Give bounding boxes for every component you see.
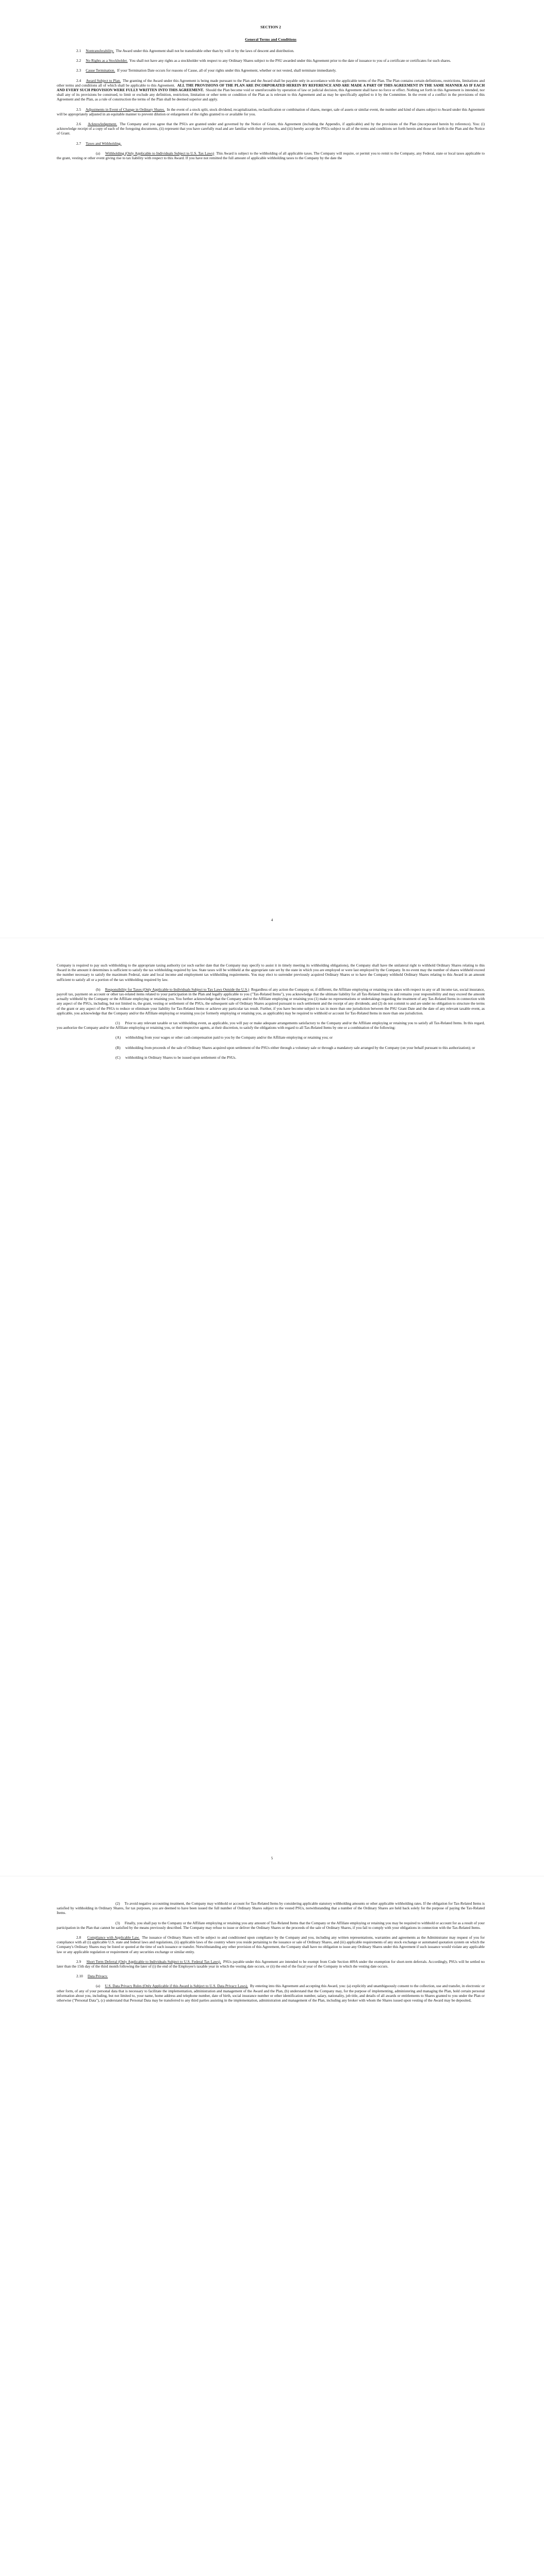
para-2-2: 2.2 No Rights as a Stockholder. You shall not have any rights as a stockholder with respect to any Ordinary Shares subject to the PSU awarded under this Agreement prior to the date of issuance to you of a certificate or certificates for such shares. xyxy=(76,58,451,63)
page-6 xyxy=(0,1876,544,2576)
para-2-6: 2.6 Acknowledgement. The Company and you agree that the PSUs are granted under and governed by the Notice of Grant, this Agreement (including the Appendix, if applicable) and by the provisions of the Plan (incorporated herein by reference). You: (i) acknowledge receipt of a copy of each of the foregoing documents, (ii) represent that you have carefully read and are familiar with their provisions, and (iii) hereby accept the PSUs subject to all of the terms and conditions set forth herein and those set forth in the Plan and the Notice of Grant. xyxy=(57,122,485,136)
page-5 xyxy=(0,938,544,1876)
para-2-7-b-1: (1) Prior to any relevant taxable or tax withholding event, as applicable, you will pay or make adequate arrangements satisfactory to the Company and/or the Affiliate employing or retaining you to satisfy all Tax-Related Items. In this regard, you authorize the Company and/or the Affiliate employing or retaining you, or their respective agents, at their discretion, to satisfy the obligations with regard to all Tax-Related Items by one or a combination of the following: xyxy=(57,1021,485,1030)
para-continued: Company is required to pay such withholding to the appropriate taxing authority (or such earlier date that the Company may specify to assist it in timely meeting its withholding obligations), the Company shall have the unilateral right to withhold Ordinary Shares relating to this Award in the amount it determines is sufficient to satisfy the tax withholding required by law. State taxes will be withheld at the appropriate rate set by the state in which you are employed or were last employed by the Company. In no event may the number of shares withheld exceed the number necessary to satisfy the maximum Federal, state and local income and employment tax withholding requirements. You may elect to surrender previously acquired Ordinary Shares or to have the Company withhold Ordinary Shares relating to this Award in an amount sufficient to satisfy all or a portion of the tax withholding required by law. xyxy=(57,963,485,982)
para-2-1: 2.1 Nontransferability. The Award under this Agreement shall not be transferable other than by will or by the laws of descent and distribution. xyxy=(76,48,294,53)
section-heading: General Terms and Conditions xyxy=(245,37,296,42)
para-2-7: 2.7 Taxes and Withholding. xyxy=(76,141,122,146)
page-content xyxy=(57,963,485,1065)
para-2-4: 2.4 Award Subject to Plan. The granting of the Award under this Agreement is being made pursuant to the Plan and the Award shall be payable only in accordance with the applicable terms of the Plan. The Plan contains certain definitions, restrictions, limitations and other terms and conditions all of which shall be applicable to this Agreement. ALL THE PROVISIONS OF THE PLAN ARE INCORPORATED HEREIN BY REFERENCE AND ARE MADE A PART OF THIS AGREEMENT IN THE SAME MANNER AS IF EACH AND EVERY SUCH PROVISION WERE FULLY WRITTEN INTO THIS AGREEMENT. Should the Plan become void or unenforceable by operation of law or judicial decision, this Agreement shall have no force or effect. Nothing set forth in this Agreement is intended, nor shall any of its provisions be construed, to limit or exclude any definition, restriction, limitation or other term or condition of the Plan as is relevant to this Agreement and as may be specifically applied to it by the Committee. In the event of a conflict in the provisions of this Agreement and the Plan, as a rule of construction the terms of the Plan shall be deemed superior and apply. xyxy=(57,78,485,102)
page-content xyxy=(57,25,485,165)
para-2-8: 2.8 Compliance with Applicable Law. The issuance of Ordinary Shares will be subject to and conditioned upon compliance by the Company and you, including any written representations, warranties and agreements as the Administrator may request of you for compliance with all (i) applicable U.S. state and federal laws and regulations, (ii) applicable laws of the country where you reside pertaining to the issuance or sale of Ordinary Shares, and (iii) applicable requirements of any stock exchange or automated quotation system on which the Company's Ordinary Shares may be listed or quoted at the time of such issuance or transfer. Notwithstanding any other provision of this Agreement, the Company shall have no obligation to issue any Ordinary Shares under this Agreement if such issuance would violate any applicable law or any applicable regulation or requirement of any securities exchange or similar entity. xyxy=(57,1935,485,1954)
para-2-10: 2.10 Data Privacy. xyxy=(76,1974,108,1979)
para-2-7-b-2: (2) To avoid negative accounting treatment, the Company may withhold or account for Tax-Related Items by considering applicable statutory withholding amounts or other applicable withholding rates. If the obligation for Tax-Related Items is satisfied by withholding in Ordinary Shares, for tax purposes, you are deemed to have been issued the full number of Ordinary Shares subject to the vested PSUs, notwithstanding that a number of the Ordinary Shares are held back solely for the purpose of paying the Tax-Related Items. xyxy=(57,1901,485,1916)
para-2-7-b-1-c: (C) withholding in Ordinary Shares to be issued upon settlement of the PSUs. xyxy=(116,1055,237,1060)
para-2-3: 2.3 Cause Termination. If your Termination Date occurs for reasons of Cause, all of your rights under this Agreement, whether or not vested, shall terminate immediately. xyxy=(76,68,337,73)
page-number: 5 xyxy=(271,1855,273,1860)
page-4 xyxy=(0,0,544,938)
para-2-9: 2.9 Short Term Deferral (Only Applicable to Individuals Subject to U.S. Federal Tax Laws). PSUs payable under this Agreement are intended to be exempt from Code Section 409A under the exemption for short-term deferrals. Accordingly, PSUs will be settled no later than the 15th day of the third month following the later of (i) the end of the Employee's taxable year in which the vesting date occurs, or (ii) the end of the fiscal year of the Company in which the vesting date occurs. xyxy=(57,1959,485,1969)
page-number: 4 xyxy=(271,917,273,922)
para-2-5: 2.5 Adjustments in Event of Change in Ordinary Shares. In the event of a stock split, stock dividend, recapitalization, reclassification or combination of shares, merger, sale of assets or similar event, the number and kind of shares subject to Award under this Agreement will be appropriately adjusted in an equitable manner to prevent dilution or enlargement of the rights granted to or available for you. xyxy=(57,107,485,116)
para-2-7-a: (a) Withholding (Only Applicable to Individuals Subject to U.S. Tax Laws) This Award is subject to the withholding of all applicable taxes. The Company will require, or permit you to remit to the Company, any Federal, state or local taxes applicable to the grant, vesting or other event giving rise to tax liability with respect to this Award. If you have not remitted the full amount of applicable withholding taxes to the Company by the date the xyxy=(57,150,485,161)
para-2-10-a: (a) U.S. Data Privacy Rules (Only Applicable if this Award is Subject to U.S. Data Privacy Laws). By entering into this Agreement and accepting this Award, you: (a) explicitly and unambiguously consent to the collection, use and transfer, in electronic or other form, of any of your personal data that is necessary to facilitate the implementation, administration and management of the Award and the Plan, (b) understand that the Company may, for the purpose of implementing, administering and managing the Plan, hold certain personal information about you, including, but not limited to, your name, home address and telephone number, date of birth, social insurance number or other identification number, salary, nationality, job title, and details of all awards or entitlements to Shares granted to you under the Plan or otherwise ("Personal Data"), (c) understand that Personal Data may be transferred to any third parties assisting in the implementation, administration and management of the Plan, including any broker with whom the Shares issued upon vesting of the Award may be deposited, xyxy=(57,1984,485,2003)
para-2-7-b-1-a: (A) withholding from your wages or other cash compensation paid to you by the Company and/or the Affiliate employing or retaining you; or xyxy=(116,1035,333,1040)
section-title: SECTION 2 xyxy=(260,25,281,29)
para-2-7-b-1-b: (B) withholding from proceeds of the sale of Ordinary Shares acquired upon settlement of the PSUs either through a voluntary sale or through a mandatory sale arranged by the Company (on your behalf pursuant to this authorization); or xyxy=(116,1045,475,1050)
para-2-7-b: (b) Responsibility for Taxes (Only Applicable to Individuals Subject to Tax Laws Outside the U.S.) Regardless of any action the Company or, if different, the Affiliate employing or retaining you takes with respect to any or all income tax, social insurance, payroll tax, payment on account or other tax-related items related to your participation in the Plan and legally applicable to you ("Tax-Related Items"), you acknowledge that the ultimate liability for all Tax-Related Items is and remains your responsibility and may exceed the amount actually withheld by the Company or the Affiliate employing or retaining you. You further acknowledge that the Company and/or the Affiliate employing or retaining you (1) make no representations or undertakings regarding the treatment of any Tax-Related Items in connection with any aspect of the PSUs, including, but not limited to, the grant, vesting or settlement of the PSUs, the subsequent sale of Ordinary Shares acquired pursuant to such settlement and the receipt of any dividends; and (2) do not commit to and are under no obligation to structure the terms of the grant or any aspect of the PSUs to reduce or eliminate your liability for Tax-Related Items or achieve any particular tax result. Further, if you have become subject to tax in more than one jurisdiction between the PSU Grant Date and the date of any relevant taxable event, as applicable, you acknowledge that the Company and/or the Affiliate employing or retaining you (or formerly employing or retaining you, as applicable) may be required to withhold or account for Tax-Related Items in more than one jurisdiction. xyxy=(57,987,485,1015)
page-content xyxy=(57,1901,485,2008)
para-2-7-b-3: (3) Finally, you shall pay to the Company or the Affiliate employing or retaining you any amount of Tax-Related Items that the Company or the Affiliate employing or retaining you may be required to withhold or account for as a result of your participation in the Plan that cannot be satisfied by the means previously described. The Company may refuse to issue or deliver the Ordinary Shares or the proceeds of the sale of Ordinary Shares, if you fail to comply with your obligations in connection with the Tax-Related Items. xyxy=(57,1920,485,1930)
